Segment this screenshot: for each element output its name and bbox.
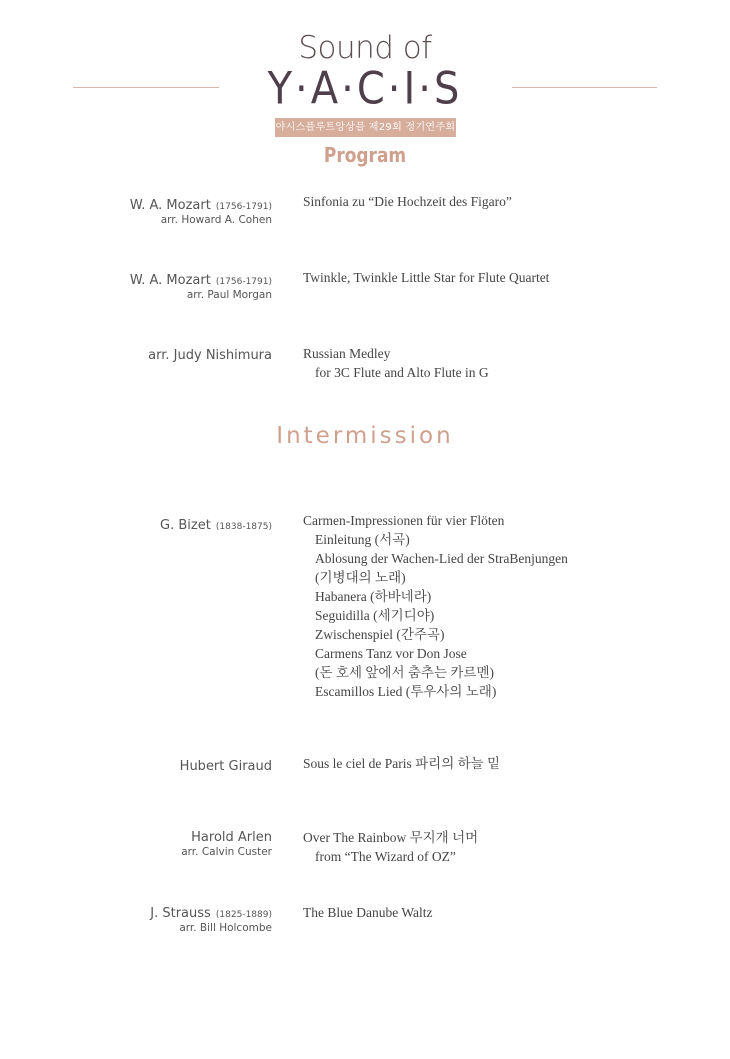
composer-entry <box>32 514 272 533</box>
work-subtitle: for 3C Flute and Alto Flute in G <box>315 365 489 380</box>
composer-entry <box>32 902 272 935</box>
composer-entry <box>32 269 272 302</box>
movement: Escamillos Lied (투우사의 노래) <box>315 684 497 699</box>
composer-years: (1825-1889) <box>215 910 272 920</box>
arranger: arr. Calvin Custer <box>181 846 272 858</box>
composer-years: (1756-1791) <box>215 277 272 287</box>
movement: Zwischenspiel (간주곡) <box>315 627 445 642</box>
composer-name: W. A. Mozart <box>129 198 211 213</box>
composer-entry <box>32 755 272 774</box>
movement: Seguidilla (세기디야) <box>315 608 435 623</box>
work-title: Twinkle, Twinkle Little Star for Flute Quartet <box>303 270 550 285</box>
work-entry <box>303 828 713 866</box>
work-entry <box>303 192 713 211</box>
composer-name: G. Bizet <box>160 518 211 533</box>
work-subtitle: from “The Wizard of OZ” <box>315 849 456 864</box>
work-entry <box>303 754 713 773</box>
composer-years: (1756-1791) <box>215 202 272 212</box>
work-entry <box>303 268 713 287</box>
composer-name: J. Strauss <box>150 906 211 921</box>
movement: (돈 호세 앞에서 춤추는 카르멘) <box>315 665 494 680</box>
concert-subtitle: 야시스플루트앙상블 제29회 정기연주회 <box>275 118 456 137</box>
movement: Einleitung (서곡) <box>315 532 410 547</box>
work-title: Sous le ciel de Paris 파리의 하늘 밑 <box>303 756 501 771</box>
movement: Habanera (하바네라) <box>315 589 432 604</box>
work-entry <box>303 344 713 382</box>
work-title: The Blue Danube Waltz <box>303 905 433 920</box>
program-heading: Program <box>323 143 407 167</box>
composer-entry <box>32 826 272 859</box>
movement: (기병대의 노래) <box>315 570 406 585</box>
composer-years: (1838-1875) <box>215 522 272 532</box>
title-yacis: Y·A·C·I·S <box>267 63 463 115</box>
work-title: Carmen-Impressionen für vier Flöten <box>303 513 505 528</box>
movement: Carmens Tanz vor Don Jose <box>315 646 467 661</box>
work-title: Over The Rainbow 무지개 너머 <box>303 830 479 845</box>
arranger: arr. Paul Morgan <box>186 289 272 301</box>
composer-entry <box>32 344 272 363</box>
arranger: arr. Howard A. Cohen <box>160 214 272 226</box>
work-title: Sinfonia zu “Die Hochzeit des Figaro” <box>303 194 512 209</box>
composer-name: Harold Arlen <box>191 830 272 845</box>
composer-name: Hubert Giraud <box>179 759 272 774</box>
arranger: arr. Bill Holcombe <box>179 922 272 934</box>
composer-name: W. A. Mozart <box>129 273 211 288</box>
composer-name: arr. Judy Nishimura <box>148 348 272 363</box>
work-entry <box>303 903 713 922</box>
title-sound-of: Sound of <box>298 30 432 66</box>
intermission-heading: Intermission <box>276 423 454 449</box>
work-entry <box>303 511 713 701</box>
movement: Ablosung der Wachen-Lied der StraBenjungen <box>315 551 568 566</box>
work-title: Russian Medley <box>303 346 391 361</box>
composer-entry <box>32 194 272 227</box>
